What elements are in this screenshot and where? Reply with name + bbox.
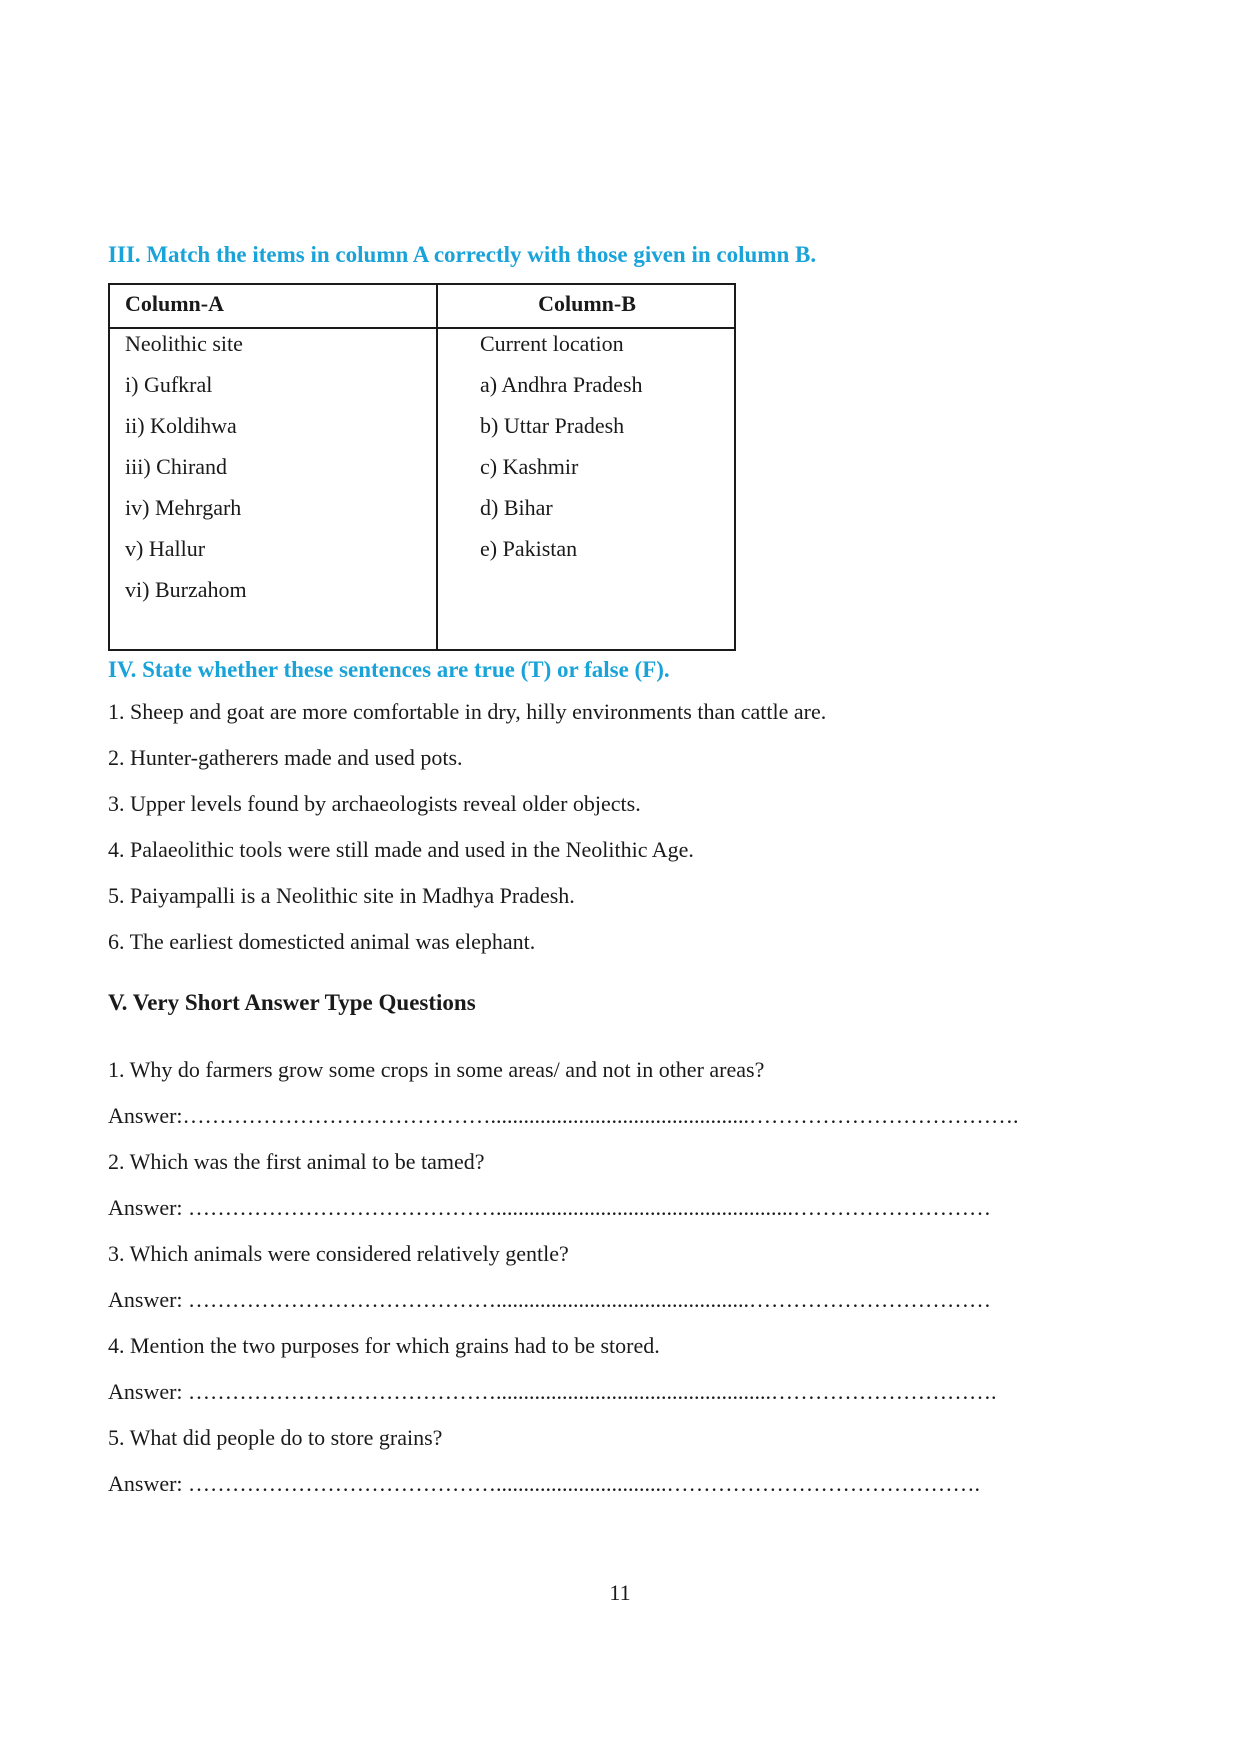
question: 1. Why do farmers grow some crops in some areas/ and not in other areas? [108,1057,765,1082]
answer-line: Answer: ……………………………………..............................................…………………………… [108,1287,992,1312]
column-a-header: Column-A [125,291,225,316]
column-a-cell: ii) Koldihwa [125,413,237,438]
answer-line: Answer: ……………………………………...............................……………………………………. [108,1471,981,1496]
column-b-cell: d) Bihar [480,495,553,520]
true-false-item: 6. The earliest domesticted animal was elephant. [108,929,536,954]
true-false-item: 5. Paiyampalli is a Neolithic site in Madhya Pradesh. [108,883,575,908]
true-false-item: 2. Hunter-gatherers made and used pots. [108,745,463,770]
column-b-cell: b) Uttar Pradesh [480,413,625,438]
answer-line: Answer: ……………………………………..................................................…………………………. [108,1379,997,1404]
question: 2. Which was the first animal to be tamed? [108,1149,485,1174]
question: 3. Which animals were considered relatively gentle? [108,1241,569,1266]
column-a-cell: iv) Mehrgarh [125,495,242,520]
section-heading-short-answer: V. Very Short Answer Type Questions [108,990,476,1015]
question: 4. Mention the two purposes for which grains had to be stored. [108,1333,660,1358]
column-b-header: Column-B [538,291,636,316]
table-header-divider [110,327,734,329]
answer-line: Answer: ……………………………………......................................................……………………… [108,1195,992,1220]
section-heading-match: III. Match the items in column A correctly with those given in column B. [108,242,817,267]
column-a-cell: iii) Chirand [125,454,228,479]
answer-line: Answer:……………………………………...............................................………………………………. [108,1103,1019,1128]
column-a-cell: v) Hallur [125,536,206,561]
page-number: 11 [609,1580,631,1605]
column-b-cell: Current location [480,331,624,356]
column-a-cell: i) Gufkral [125,372,213,397]
column-a-cell: Neolithic site [125,331,243,356]
match-table [108,283,736,651]
column-a-cell: vi) Burzahom [125,577,247,602]
column-b-cell: e) Pakistan [480,536,578,561]
section-heading-true-false: IV. State whether these sentences are true (T) or false (F). [108,657,670,682]
true-false-item: 4. Palaeolithic tools were still made and used in the Neolithic Age. [108,837,694,862]
column-b-cell: a) Andhra Pradesh [480,372,643,397]
true-false-item: 1. Sheep and goat are more comfortable in dry, hilly environments than cattle are. [108,699,827,724]
column-b-cell: c) Kashmir [480,454,579,479]
table-column-divider [436,285,438,649]
question: 5. What did people do to store grains? [108,1425,443,1450]
true-false-item: 3. Upper levels found by archaeologists reveal older objects. [108,791,641,816]
